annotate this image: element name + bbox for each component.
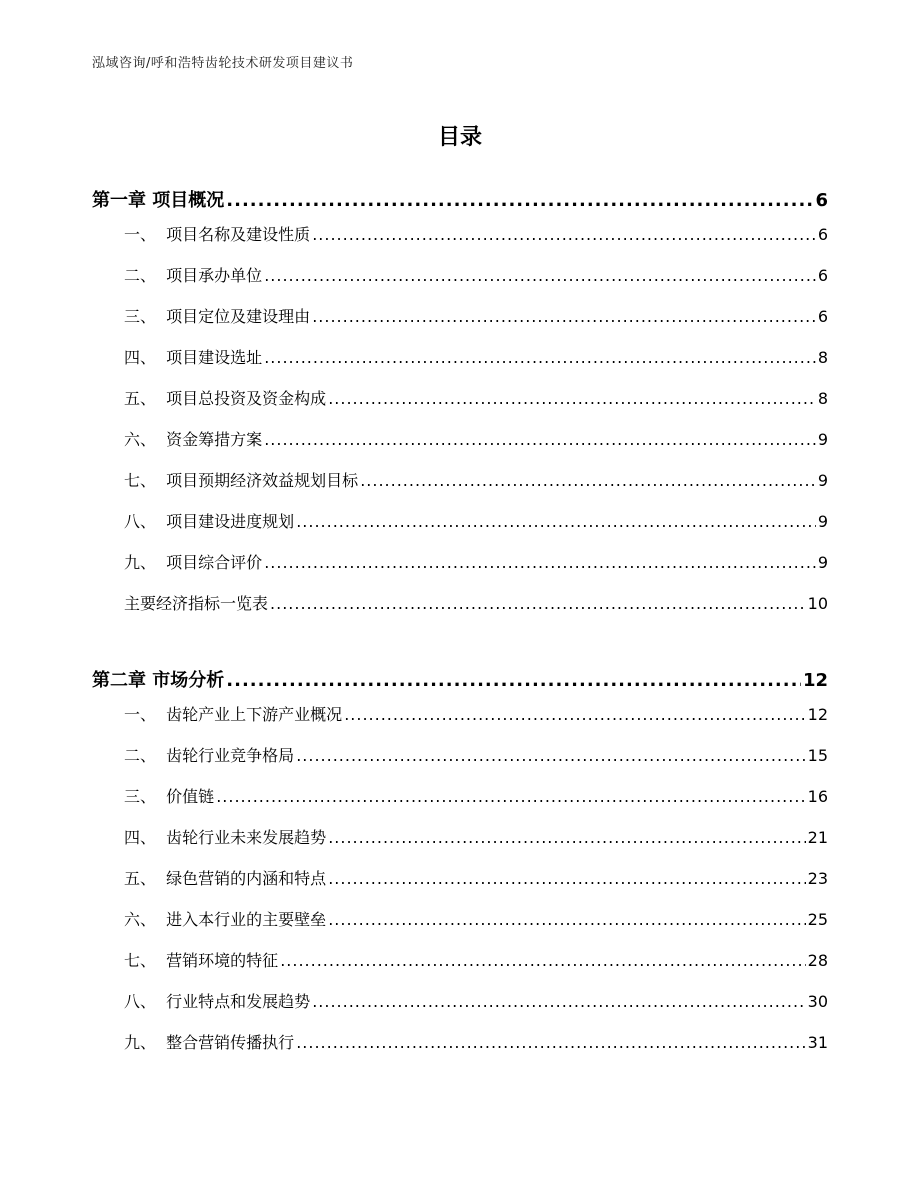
toc-entry-page-number: 8 — [817, 389, 828, 408]
toc-entry-page-number: 9 — [817, 512, 828, 531]
dot-leader — [296, 746, 805, 765]
dot-leader — [264, 430, 816, 449]
toc-entry-page-number: 31 — [807, 1033, 828, 1052]
toc-section-entry[interactable] — [124, 866, 828, 889]
toc-entry-page-number: 25 — [807, 910, 828, 929]
toc-entry-label: 二、 项目承办单位 — [124, 266, 263, 285]
dot-leader — [312, 992, 805, 1011]
toc-section-entry[interactable] — [124, 550, 828, 573]
dot-leader — [328, 828, 805, 847]
toc-section-entry[interactable] — [124, 345, 828, 368]
toc-entry-page-number: 9 — [817, 553, 828, 572]
toc-section-entry[interactable] — [124, 509, 828, 532]
toc-entry-label: 六、 资金筹措方案 — [124, 430, 263, 449]
toc-entry-page-number: 8 — [817, 348, 828, 367]
dot-leader — [296, 512, 816, 531]
toc-section-entry[interactable] — [124, 702, 828, 725]
toc-entry-label: 九、 项目综合评价 — [124, 553, 263, 572]
toc-entry-label: 第二章 市场分析 — [92, 670, 225, 691]
dot-leader — [226, 190, 813, 211]
toc-section-entry[interactable] — [124, 989, 828, 1012]
toc-entry-page-number: 9 — [817, 430, 828, 449]
toc-entry-page-number: 6 — [815, 190, 828, 211]
toc-entry-label: 一、 项目名称及建设性质 — [124, 225, 311, 244]
dot-leader — [216, 787, 805, 806]
toc-section-entry[interactable] — [124, 304, 828, 327]
dot-leader — [280, 951, 805, 970]
toc-title: 目录 — [437, 125, 482, 150]
dot-leader — [264, 553, 816, 572]
toc-section-entry[interactable] — [124, 1030, 828, 1053]
toc-entry-page-number: 10 — [807, 594, 828, 613]
dot-leader — [296, 1033, 805, 1052]
toc-entry-page-number: 21 — [807, 828, 828, 847]
toc-entry-page-number: 9 — [817, 471, 828, 490]
toc-section-entry[interactable] — [124, 784, 828, 807]
toc-entry-page-number: 15 — [807, 746, 828, 765]
dot-leader — [226, 670, 801, 691]
toc-entry-label: 主要经济指标一览表 — [124, 594, 269, 613]
toc-entry-label: 八、 项目建设进度规划 — [124, 512, 295, 531]
toc-entry-page-number: 16 — [807, 787, 828, 806]
toc-chapter-entry[interactable] — [92, 666, 828, 692]
toc-entry-page-number: 6 — [817, 307, 828, 326]
dot-leader — [328, 910, 805, 929]
toc-entry-page-number: 12 — [802, 670, 828, 691]
toc-section-entry[interactable] — [124, 907, 828, 930]
toc-entry-label: 四、 齿轮行业未来发展趋势 — [124, 828, 327, 847]
toc-entry-page-number: 12 — [807, 705, 828, 724]
toc-section-entry[interactable] — [124, 468, 828, 491]
toc-section-entry[interactable] — [124, 825, 828, 848]
dot-leader — [264, 348, 816, 367]
dot-leader — [264, 266, 816, 285]
toc-entry-label: 二、 齿轮行业竞争格局 — [124, 746, 295, 765]
dot-leader — [344, 705, 805, 724]
dot-leader — [312, 307, 816, 326]
toc-entry-page-number: 23 — [807, 869, 828, 888]
toc-entry-label: 六、 进入本行业的主要壁垒 — [124, 910, 327, 929]
toc-section-entry[interactable] — [124, 386, 828, 409]
toc-entry-label: 九、 整合营销传播执行 — [124, 1033, 295, 1052]
dot-leader — [360, 471, 816, 490]
toc-section-entry[interactable] — [124, 222, 828, 245]
toc-entry-label: 三、 价值链 — [124, 787, 215, 806]
toc-entry-page-number: 6 — [817, 266, 828, 285]
toc-entry-page-number: 28 — [807, 951, 828, 970]
running-header: 泓域咨询/呼和浩特齿轮技术研发项目建议书 — [92, 56, 354, 71]
toc-entry-label: 七、 项目预期经济效益规划目标 — [124, 471, 359, 490]
toc-entry-label: 八、 行业特点和发展趋势 — [124, 992, 311, 1011]
dot-leader — [328, 869, 805, 888]
toc-section-entry[interactable] — [124, 263, 828, 286]
toc-section-entry[interactable] — [124, 743, 828, 766]
toc-entry-label: 五、 绿色营销的内涵和特点 — [124, 869, 327, 888]
toc-entry-label: 第一章 项目概况 — [92, 190, 225, 211]
toc-section-entry[interactable] — [124, 591, 828, 614]
toc-entry-page-number: 6 — [817, 225, 828, 244]
dot-leader — [312, 225, 816, 244]
dot-leader — [270, 594, 806, 613]
toc-entry-label: 三、 项目定位及建设理由 — [124, 307, 311, 326]
toc-entry-label: 四、 项目建设选址 — [124, 348, 263, 367]
dot-leader — [328, 389, 816, 408]
toc-entry-label: 五、 项目总投资及资金构成 — [124, 389, 327, 408]
toc-entry-label: 七、 营销环境的特征 — [124, 951, 279, 970]
toc-entry-label: 一、 齿轮产业上下游产业概况 — [124, 705, 343, 724]
toc-entry-page-number: 30 — [807, 992, 828, 1011]
toc-section-entry[interactable] — [124, 427, 828, 450]
toc-chapter-entry[interactable] — [92, 186, 828, 212]
toc-section-entry[interactable] — [124, 948, 828, 971]
